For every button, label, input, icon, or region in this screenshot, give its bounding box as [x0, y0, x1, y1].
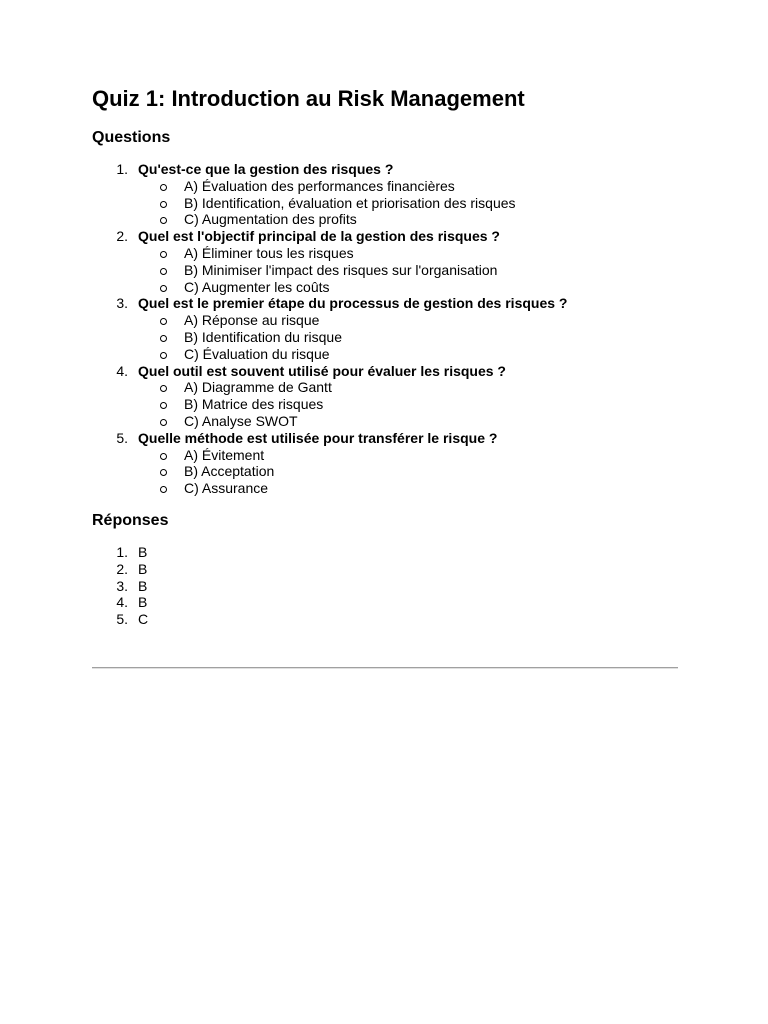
option-item — [138, 447, 680, 464]
answer-number: 2. — [116, 560, 128, 577]
option-text: B) Identification, évaluation et priorisation des risques — [184, 194, 516, 211]
horizontal-divider — [92, 667, 678, 669]
circle-bullet-icon — [160, 469, 167, 476]
option-text: C) Évaluation du risque — [184, 345, 330, 362]
question-text: Quel est le premier étape du processus de gestion des risques ? — [138, 295, 568, 312]
answer-value: B — [138, 560, 148, 577]
option-text: C) Analyse SWOT — [184, 412, 298, 429]
question-item — [92, 430, 680, 497]
option-item — [138, 195, 680, 212]
circle-bullet-icon — [160, 318, 167, 325]
option-text: B) Matrice des risques — [184, 396, 324, 413]
option-text: C) Assurance — [184, 480, 269, 497]
question-text: Quel est l'objectif principal de la gestion des risques ? — [138, 228, 500, 245]
question-number: 2. — [116, 228, 128, 245]
answer-item — [92, 544, 680, 561]
answer-number: 1. — [116, 543, 128, 560]
option-text: B) Acceptation — [184, 463, 275, 480]
answer-item — [92, 578, 680, 595]
circle-bullet-icon — [160, 385, 167, 392]
question-number: 3. — [116, 295, 128, 312]
option-text: C) Augmenter les coûts — [184, 278, 330, 295]
question-text: Quel outil est souvent utilisé pour évaluer les risques ? — [138, 362, 506, 379]
option-item — [138, 178, 680, 195]
option-item — [138, 329, 680, 346]
circle-bullet-icon — [160, 453, 167, 460]
answers-list — [92, 544, 680, 628]
option-item — [138, 413, 680, 430]
questions-list — [92, 161, 680, 497]
option-item — [138, 463, 680, 480]
circle-bullet-icon — [160, 184, 167, 191]
option-item — [138, 379, 680, 396]
option-item — [138, 396, 680, 413]
options-list — [138, 379, 680, 429]
option-item — [138, 262, 680, 279]
circle-bullet-icon — [160, 335, 167, 342]
question-item — [92, 228, 680, 295]
option-text: C) Augmentation des profits — [184, 211, 357, 228]
options-list — [138, 245, 680, 295]
option-text: A) Réponse au risque — [184, 312, 320, 329]
circle-bullet-icon — [160, 217, 167, 224]
quiz-document — [92, 84, 680, 628]
circle-bullet-icon — [160, 201, 167, 208]
option-text: A) Diagramme de Gantt — [184, 379, 332, 396]
answers-heading: Réponses — [92, 511, 169, 529]
circle-bullet-icon — [160, 285, 167, 292]
question-item — [92, 161, 680, 228]
circle-bullet-icon — [160, 268, 167, 275]
questions-heading: Questions — [92, 129, 171, 146]
answer-item — [92, 594, 680, 611]
option-item — [138, 346, 680, 363]
option-text: B) Identification du risque — [184, 328, 342, 345]
options-list — [138, 447, 680, 497]
question-item — [92, 295, 680, 362]
answer-value: B — [138, 594, 148, 611]
option-text: A) Éliminer tous les risques — [184, 244, 354, 261]
question-text: Qu'est-ce que la gestion des risques ? — [138, 161, 394, 177]
answer-item — [92, 561, 680, 578]
question-item — [92, 363, 680, 430]
answer-number: 4. — [116, 594, 128, 611]
option-text: B) Minimiser l'impact des risques sur l'organisation — [184, 261, 498, 278]
option-item — [138, 245, 680, 262]
answer-value: C — [138, 611, 149, 628]
option-item — [138, 312, 680, 329]
answer-value: B — [138, 543, 148, 560]
circle-bullet-icon — [160, 352, 167, 359]
circle-bullet-icon — [160, 402, 167, 409]
option-text: A) Évitement — [184, 446, 265, 463]
question-number: 1. — [116, 161, 128, 177]
option-item — [138, 480, 680, 497]
option-text: A) Évaluation des performances financières — [184, 177, 455, 194]
circle-bullet-icon — [160, 251, 167, 258]
options-list — [138, 178, 680, 228]
circle-bullet-icon — [160, 419, 167, 426]
page-title: Quiz 1: Introduction au Risk Management — [92, 86, 525, 111]
circle-bullet-icon — [160, 486, 167, 493]
option-item — [138, 279, 680, 296]
answer-value: B — [138, 577, 148, 594]
answer-item — [92, 611, 680, 628]
answer-number: 5. — [116, 611, 128, 628]
question-number: 4. — [116, 362, 128, 379]
question-text: Quelle méthode est utilisée pour transférer le risque ? — [138, 429, 498, 446]
question-number: 5. — [116, 429, 128, 446]
option-item — [138, 211, 680, 228]
options-list — [138, 312, 680, 362]
answer-number: 3. — [116, 577, 128, 594]
